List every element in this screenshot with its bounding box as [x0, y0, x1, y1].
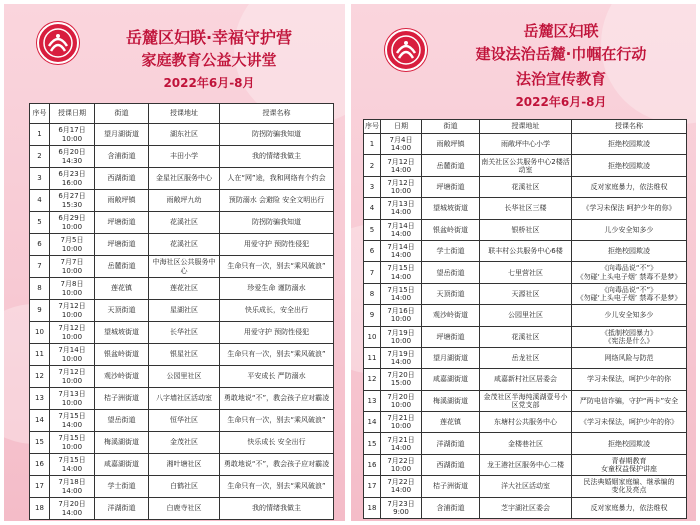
class-date: 6月17日 10:00	[50, 124, 95, 146]
class-topic: 儿少安全知多少	[572, 219, 687, 240]
right-poster	[351, 4, 696, 521]
table-row	[30, 410, 334, 432]
street-name: 洋湖街道	[422, 433, 480, 454]
table-row	[30, 256, 334, 278]
class-topic: 快乐成长 安全出行	[220, 432, 334, 454]
street-name: 洋湖街道	[95, 498, 149, 520]
class-topic: 网络风险与防范	[572, 347, 687, 368]
street-name: 天顶街道	[422, 283, 480, 304]
class-topic: 用爱守护 预防性侵犯	[220, 234, 334, 256]
street-name: 岳麓街道	[422, 155, 480, 176]
class-address: 湖东社区	[149, 124, 220, 146]
class-address: 雨敞坪九幼	[149, 190, 220, 212]
row-number: 2	[364, 155, 381, 176]
poster-date-range: 2022年6月-8月	[163, 76, 255, 90]
row-number: 17	[364, 476, 381, 497]
row-number: 16	[364, 454, 381, 475]
class-address: 湘叶塘社区	[149, 454, 220, 476]
table-header-row	[364, 120, 687, 134]
class-topic: 勇敢地说“不”，教会孩子应对霸凌	[220, 454, 334, 476]
class-date: 7月12日 10:00	[50, 322, 95, 344]
class-date: 6月20日 14:30	[50, 146, 95, 168]
street-name: 含浦街道	[422, 497, 480, 518]
class-topic: 生命只有一次，别去“乘风破浪”	[220, 344, 334, 366]
class-address: 东塘村公共服务中心	[480, 412, 572, 433]
street-name: 坪塘街道	[95, 234, 149, 256]
row-number: 2	[30, 146, 50, 168]
street-name: 雨敞坪镇	[422, 134, 480, 155]
class-date: 7月15日 14:00	[50, 410, 95, 432]
table-row	[364, 476, 687, 497]
row-number: 15	[364, 433, 381, 454]
class-date: 7月19日 10:00	[381, 326, 422, 347]
class-date: 7月15日 10:00	[50, 432, 95, 454]
street-name: 咸嘉湖街道	[422, 369, 480, 390]
class-address: 花溪社区	[149, 212, 220, 234]
class-date: 7月21日 14:00	[381, 433, 422, 454]
poster-title-line3: 法治宣传教育	[515, 70, 606, 88]
class-topic: 拒绝校园欺凌	[572, 155, 687, 176]
class-topic: 拒绝校园欺凌	[572, 433, 687, 454]
class-address: 银桥社区	[480, 219, 572, 240]
class-topic: 生命只有一次，别去“乘风破浪”	[220, 256, 334, 278]
table-row	[30, 344, 334, 366]
class-address: 岳龙社区	[480, 347, 572, 368]
class-date: 7月20日 15:00	[381, 369, 422, 390]
class-topic: 用爱守护 预防性侵犯	[220, 322, 334, 344]
class-address: 咸嘉新村社区居委会	[480, 369, 572, 390]
class-date: 7月4日 14:00	[381, 134, 422, 155]
class-date: 7月21日 10:00	[381, 412, 422, 433]
row-number: 3	[30, 168, 50, 190]
col-header-date: 授课日期	[50, 104, 95, 124]
row-number: 4	[364, 198, 381, 219]
class-address: 银星社区	[149, 344, 220, 366]
class-address: 芝宇湖社区委会	[480, 497, 572, 518]
row-number: 7	[364, 262, 381, 283]
class-topic: 平安成长 严防溺水	[220, 366, 334, 388]
street-name: 西湖街道	[95, 168, 149, 190]
class-address: 丰田小学	[149, 146, 220, 168]
col-header-date: 日期	[381, 120, 422, 134]
row-number: 18	[364, 497, 381, 518]
class-topic: 民法典婚姻家庭编、继承编的 变化及亮点	[572, 476, 687, 497]
class-topic: 反对家庭暴力，依法维权	[572, 176, 687, 197]
poster-title-line1: 岳麓区妇联	[523, 22, 599, 40]
class-address: 花溪社区	[480, 176, 572, 197]
table-row	[30, 300, 334, 322]
class-date: 7月18日 14:00	[50, 476, 95, 498]
table-row	[364, 390, 687, 411]
street-name: 梅溪湖街道	[95, 432, 149, 454]
class-address: 天源社区	[480, 283, 572, 304]
row-number: 3	[364, 176, 381, 197]
table-row	[30, 278, 334, 300]
street-name: 望月湖街道	[95, 124, 149, 146]
class-date: 7月22日 14:00	[381, 476, 422, 497]
class-topic: 反对家庭暴力，依法维权	[572, 497, 687, 518]
street-name: 银盆岭街道	[95, 344, 149, 366]
class-topic: 《向毒品说“不”》 《勿碰‘上头电子烟’ 禁毒不是梦》	[572, 283, 687, 304]
row-number: 5	[30, 212, 50, 234]
class-address: 金茂社区半海纯溪湖壹号小区党支部	[480, 390, 572, 411]
row-number: 10	[364, 326, 381, 347]
table-row	[30, 190, 334, 212]
class-date: 7月12日 10:00	[381, 176, 422, 197]
class-topic: 《向毒品说“不”》 《勿碰‘上头电子烟’ 禁毒不是梦》	[572, 262, 687, 283]
table-row	[30, 124, 334, 146]
street-name: 岳麓街道	[95, 256, 149, 278]
row-number: 15	[30, 432, 50, 454]
class-topic: 《抵制校园暴力》 《宪法是什么》	[572, 326, 687, 347]
col-header-no: 序号	[30, 104, 50, 124]
class-topic: 珍爱生命 谨防溺水	[220, 278, 334, 300]
table-row	[364, 176, 687, 197]
table-row	[30, 146, 334, 168]
row-number: 4	[30, 190, 50, 212]
row-number: 12	[364, 369, 381, 390]
class-date: 7月12日 14:00	[381, 155, 422, 176]
street-name: 银盆岭街道	[422, 219, 480, 240]
street-name: 天顶街道	[95, 300, 149, 322]
class-date: 7月14日 10:00	[50, 344, 95, 366]
class-topic: 《学习未保法，呵护少年的你》	[572, 412, 687, 433]
class-topic: 拒绝校园欺凌	[572, 240, 687, 261]
class-date: 6月29日 10:00	[50, 212, 95, 234]
street-name: 望城坡街道	[422, 198, 480, 219]
row-number: 11	[364, 347, 381, 368]
class-address: 联丰村公共服务中心6楼	[480, 240, 572, 261]
schedule-table	[29, 103, 334, 520]
street-name: 学士街道	[422, 240, 480, 261]
class-topic: 严防电信诈骗，守护“两卡”安全	[572, 390, 687, 411]
row-number: 5	[364, 219, 381, 240]
street-name: 望岳街道	[95, 410, 149, 432]
class-date: 7月15日 14:00	[381, 262, 422, 283]
class-date: 7月5日 10:00	[50, 234, 95, 256]
class-address: 星湖社区	[149, 300, 220, 322]
poster-title-line1: 岳麓区妇联·幸福守护营	[125, 28, 293, 47]
class-date: 7月8日 10:00	[50, 278, 95, 300]
row-number: 13	[30, 388, 50, 410]
poster-title-line2: 建设法治岳麓·巾帼在行动	[475, 45, 647, 63]
street-name: 桔子洲街道	[95, 388, 149, 410]
table-row	[364, 433, 687, 454]
table-row	[30, 454, 334, 476]
row-number: 14	[364, 412, 381, 433]
class-date: 7月13日 10:00	[50, 388, 95, 410]
street-name: 雨敞坪镇	[95, 190, 149, 212]
table-row	[30, 322, 334, 344]
col-header-address: 授课地址	[149, 104, 220, 124]
class-address: 花溪社区	[149, 234, 220, 256]
class-date: 7月12日 10:00	[50, 366, 95, 388]
table-row	[364, 454, 687, 475]
class-topic: 拒绝校园欺凌	[572, 134, 687, 155]
class-address: 中海社区公共服务中心	[149, 256, 220, 278]
class-address: 公园里社区	[480, 305, 572, 326]
class-topic: 防拐防骗我知道	[220, 124, 334, 146]
table-row	[30, 366, 334, 388]
table-row	[364, 283, 687, 304]
class-topic: 学习未保法，呵护少年的你	[572, 369, 687, 390]
class-address: 龙王港社区服务中心二楼	[480, 454, 572, 475]
class-address: 恒华社区	[149, 410, 220, 432]
left-poster	[4, 4, 345, 521]
table-row	[364, 326, 687, 347]
class-topic: 快乐成长，安全出行	[220, 300, 334, 322]
col-header-street: 街道	[95, 104, 149, 124]
row-number: 7	[30, 256, 50, 278]
row-number: 11	[30, 344, 50, 366]
class-address: 白鹿寺社区	[149, 498, 220, 520]
col-header-topic: 授课名称	[572, 120, 687, 134]
street-name: 望城坡街道	[95, 322, 149, 344]
class-address: 长华社区三楼	[480, 198, 572, 219]
row-number: 8	[364, 283, 381, 304]
street-name: 莲花镇	[95, 278, 149, 300]
class-address: 八字墙社区活动室	[149, 388, 220, 410]
table-row	[364, 219, 687, 240]
class-date: 7月20日 10:00	[381, 390, 422, 411]
table-row	[30, 388, 334, 410]
class-address: 南关社区公共服务中心2楼活动室	[480, 155, 572, 176]
schedule-table	[363, 119, 687, 519]
class-topic: 生命只有一次，别去“乘风破浪”	[220, 476, 334, 498]
street-name: 莲花镇	[422, 412, 480, 433]
table-row	[364, 155, 687, 176]
class-topic: 少儿安全知多少	[572, 305, 687, 326]
street-name: 学士街道	[95, 476, 149, 498]
table-row	[30, 168, 334, 190]
class-topic: 预防溺水 会避险 安全文明出行	[220, 190, 334, 212]
table-row	[364, 240, 687, 261]
col-header-address: 授课地址	[480, 120, 572, 134]
class-address: 长华社区	[149, 322, 220, 344]
table-row	[30, 432, 334, 454]
class-address: 金楼巷社区	[480, 433, 572, 454]
street-name: 望月湖街道	[422, 347, 480, 368]
womens-federation-logo	[385, 29, 427, 71]
table-row	[364, 305, 687, 326]
street-name: 含浦街道	[95, 146, 149, 168]
street-name: 西湖街道	[422, 454, 480, 475]
poster-date-range: 2022年6月-8月	[515, 95, 607, 109]
street-name: 咸嘉湖街道	[95, 454, 149, 476]
class-date: 7月16日 10:00	[381, 305, 422, 326]
table-row	[364, 497, 687, 518]
street-name: 坪塘街道	[422, 176, 480, 197]
row-number: 12	[30, 366, 50, 388]
class-address: 金茂社区	[149, 432, 220, 454]
class-date: 7月12日 10:00	[50, 300, 95, 322]
poster-title-line2: 家庭教育公益大讲堂	[141, 51, 277, 69]
class-address: 雨敞坪中心小学	[480, 134, 572, 155]
table-row	[30, 234, 334, 256]
class-address: 公园里社区	[149, 366, 220, 388]
table-row	[364, 198, 687, 219]
class-date: 6月23日 16:00	[50, 168, 95, 190]
class-address: 洋大社区活动室	[480, 476, 572, 497]
street-name: 坪塘街道	[422, 326, 480, 347]
row-number: 17	[30, 476, 50, 498]
class-address: 白鹤社区	[149, 476, 220, 498]
class-date: 7月14日 14:00	[381, 240, 422, 261]
class-date: 6月27日 15:30	[50, 190, 95, 212]
class-address: 莲花社区	[149, 278, 220, 300]
table-row	[30, 476, 334, 498]
row-number: 18	[30, 498, 50, 520]
class-topic: 生命只有一次，别去“乘风破浪”	[220, 410, 334, 432]
street-name: 望岳街道	[422, 262, 480, 283]
class-topic: 勇敢地说“不”，教会孩子应对霸凌	[220, 388, 334, 410]
class-address: 七里营社区	[480, 262, 572, 283]
street-name: 观沙岭街道	[95, 366, 149, 388]
table-row	[364, 347, 687, 368]
class-date: 7月14日 14:00	[381, 219, 422, 240]
row-number: 9	[364, 305, 381, 326]
row-number: 6	[364, 240, 381, 261]
row-number: 1	[364, 134, 381, 155]
class-address: 花溪社区	[480, 326, 572, 347]
row-number: 1	[30, 124, 50, 146]
class-date: 7月19日 14:00	[381, 347, 422, 368]
class-address: 金星社区服务中心	[149, 168, 220, 190]
womens-federation-logo	[37, 22, 79, 64]
table-row	[364, 134, 687, 155]
class-topic: 《学习未保法 呵护少年的你》	[572, 198, 687, 219]
street-name: 梅溪湖街道	[422, 390, 480, 411]
class-topic: 我的情绪我做主	[220, 146, 334, 168]
class-topic: 我的情绪我做主	[220, 498, 334, 520]
row-number: 8	[30, 278, 50, 300]
col-header-no: 序号	[364, 120, 381, 134]
street-name: 桔子洲街道	[422, 476, 480, 497]
table-row	[364, 262, 687, 283]
street-name: 观沙岭街道	[422, 305, 480, 326]
col-header-topic: 授课名称	[220, 104, 334, 124]
class-date: 7月20日 14:00	[50, 498, 95, 520]
class-date: 7月22日 10:00	[381, 454, 422, 475]
class-date: 7月15日 14:00	[50, 454, 95, 476]
row-number: 6	[30, 234, 50, 256]
row-number: 13	[364, 390, 381, 411]
class-topic: 青春期教育 女童权益保护讲座	[572, 454, 687, 475]
col-header-street: 街道	[422, 120, 480, 134]
row-number: 10	[30, 322, 50, 344]
class-date: 7月23日 9:00	[381, 497, 422, 518]
street-name: 坪塘街道	[95, 212, 149, 234]
class-date: 7月15日 14:00	[381, 283, 422, 304]
table-row	[30, 212, 334, 234]
class-topic: 防拐防骗我知道	[220, 212, 334, 234]
row-number: 16	[30, 454, 50, 476]
table-row	[364, 412, 687, 433]
table-row	[364, 369, 687, 390]
row-number: 9	[30, 300, 50, 322]
class-date: 7月13日 14:00	[381, 198, 422, 219]
class-topic: 人在“网”途，我和网络有个约会	[220, 168, 334, 190]
row-number: 14	[30, 410, 50, 432]
table-header-row	[30, 104, 334, 124]
table-row	[30, 498, 334, 520]
class-date: 7月7日 10:00	[50, 256, 95, 278]
